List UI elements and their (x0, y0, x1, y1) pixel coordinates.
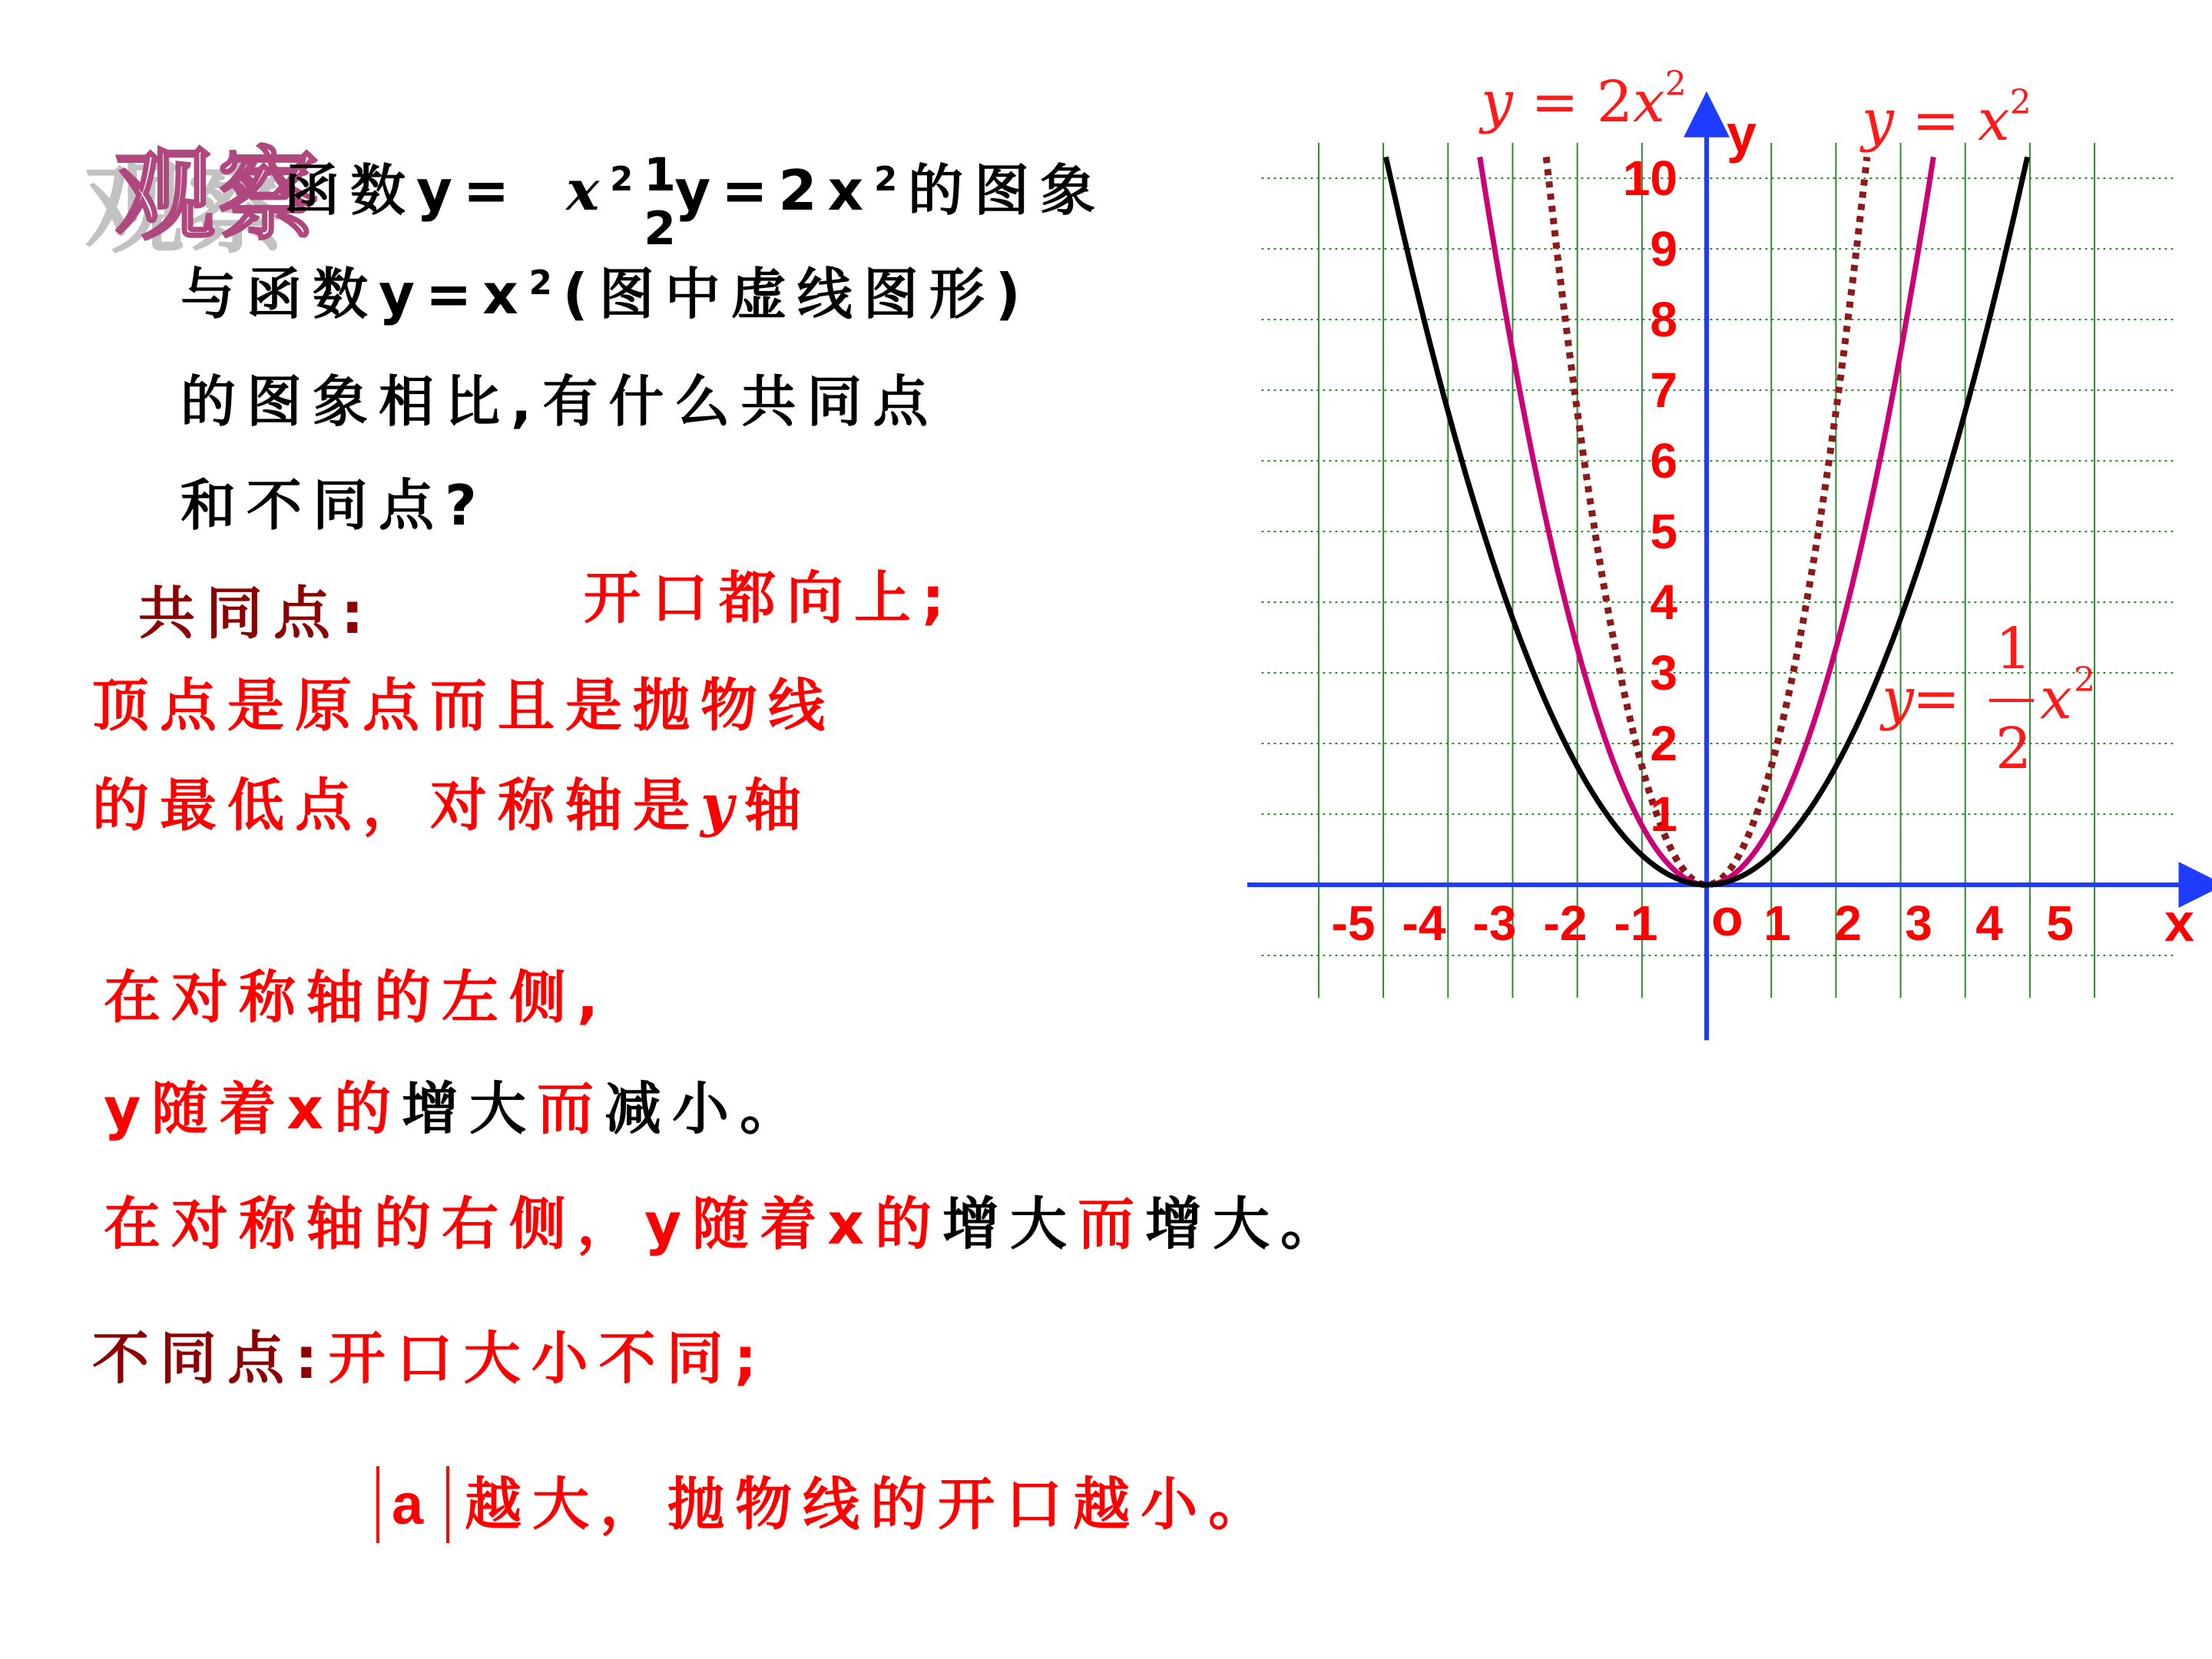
x-tick-label: 1 (1763, 896, 1791, 951)
label-x2: y = x$^2$ (1862, 83, 2032, 154)
x-tick-label: -2 (1543, 896, 1588, 951)
x-tick-label: 4 (1975, 896, 2003, 951)
left-side-2: y随着x的增大而减小。 (104, 1076, 807, 1142)
y-axis-label: y (1727, 104, 1757, 164)
observe-badge: 观察 (115, 137, 322, 253)
question-line-2: 与函数$y=x^2$(图中虚线图形) (180, 262, 1031, 326)
label-half-x: x (2040, 666, 2072, 732)
y-tick-label: 2 (1650, 716, 1677, 771)
y-tick-label: 1 (1650, 786, 1677, 842)
x-tick-label: -4 (1402, 896, 1446, 951)
label-half-y: y (1882, 666, 1914, 732)
y-tick-label: 4 (1650, 575, 1677, 630)
label-half-sup: 2 (2074, 661, 2095, 700)
x-tick-label: -1 (1614, 896, 1658, 951)
common-2: 顶点是原点而且是抛物线 (92, 673, 836, 739)
x-tick-label: 5 (2046, 896, 2074, 951)
y-tick-label: 7 (1650, 363, 1677, 418)
common-1: 开口都向上; (584, 565, 955, 631)
origin-label: o (1711, 889, 1743, 947)
x-axis-label: x (2164, 892, 2194, 952)
chart-grid (1261, 143, 2173, 998)
question-line-1: 函数$y= x^2$ 1 2 $y=2x^2$的图象 (284, 148, 1107, 256)
right-side: 在对称轴的右侧，y随着x的增大而增大。 (104, 1191, 1348, 1257)
label-2x2: y = 2x$^2$ (1481, 65, 1687, 135)
label-half-x2 (1879, 616, 2095, 782)
label-half-num: 1 (1995, 616, 2032, 682)
left-side-1: 在对称轴的左侧, (104, 965, 610, 1031)
question-line-3: 的图象相比,有什么共同点 (180, 369, 939, 434)
x-tick-label: 2 (1834, 896, 1862, 951)
chart-ticks (1332, 151, 2074, 951)
y-tick-label: 3 (1650, 645, 1677, 700)
label-half-eq: = (1912, 666, 1961, 732)
common-3: 的最低点，对称轴是y轴 (92, 773, 812, 839)
x-tick-label: -3 (1472, 896, 1517, 951)
y-tick-label: 5 (1650, 504, 1677, 559)
common-label: 共同点: (138, 581, 375, 647)
y-tick-label: 10 (1622, 151, 1677, 206)
difference-line: 不同点:开口大小不同; (92, 1326, 768, 1392)
x-tick-label: -5 (1331, 896, 1376, 951)
y-tick-label: 8 (1650, 292, 1677, 347)
x-tick-label: 3 (1905, 896, 1932, 951)
y-tick-label: 9 (1650, 221, 1677, 276)
label-half-den: 2 (1995, 716, 2032, 782)
difference-2: a 越大，抛物线的开口越小。 (376, 1459, 1276, 1543)
question-line-4: 和不同点? (180, 473, 488, 538)
y-tick-label: 6 (1650, 433, 1677, 488)
